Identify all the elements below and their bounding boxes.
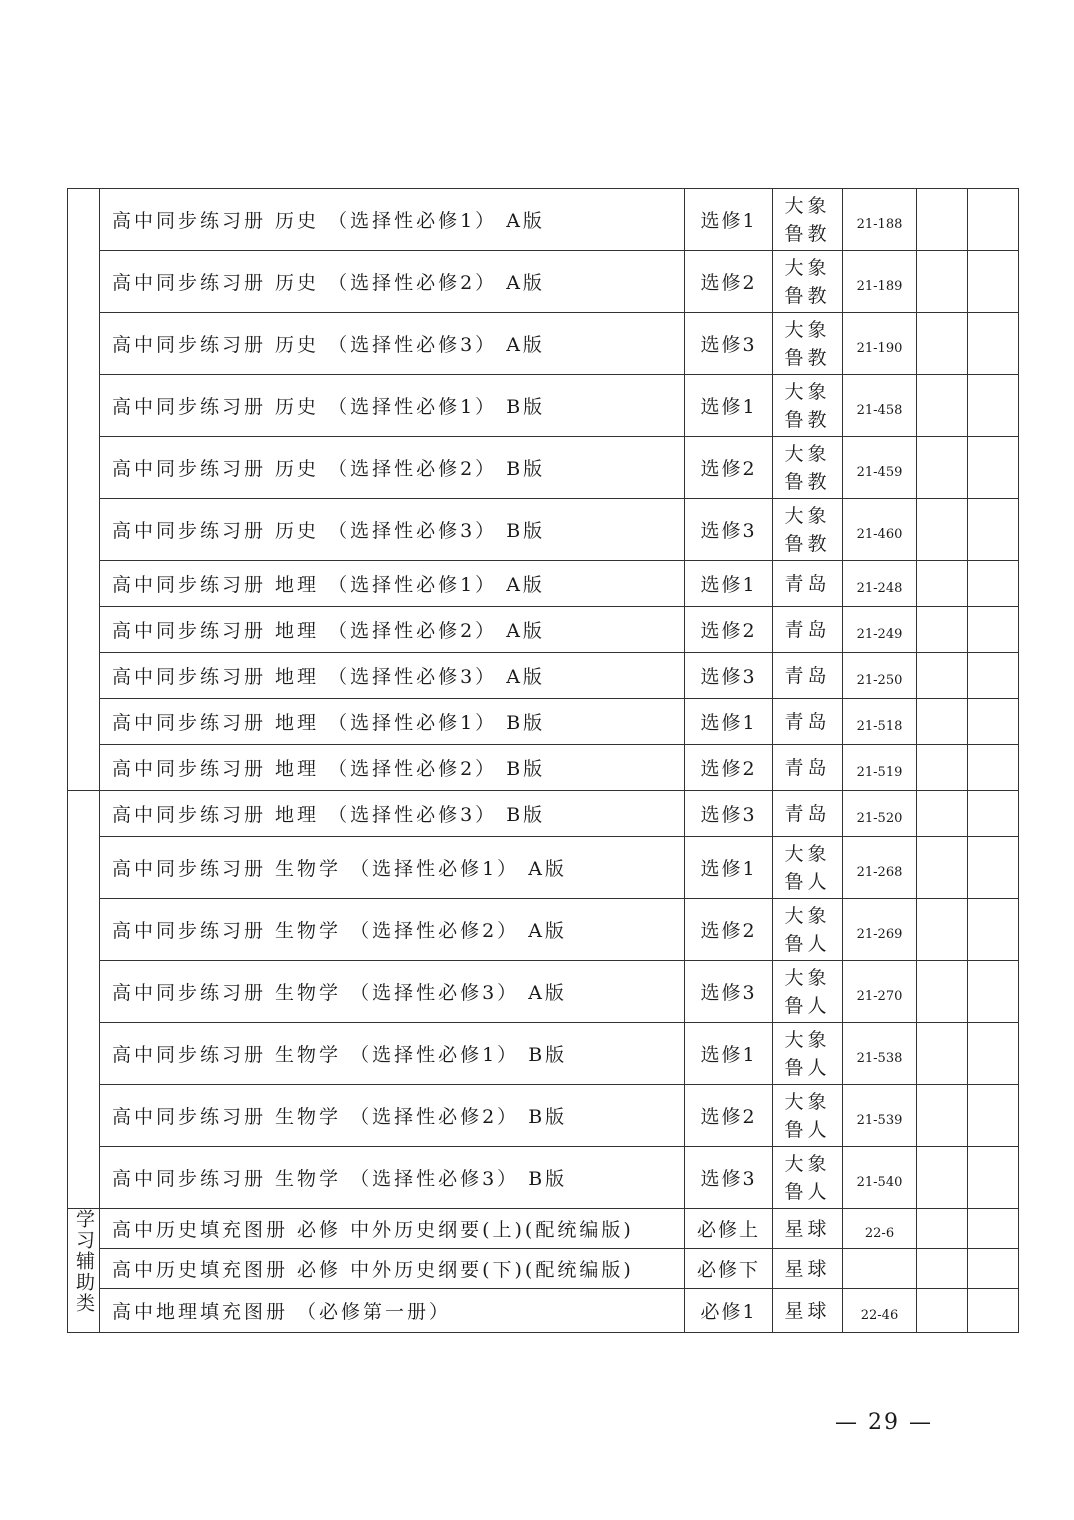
publisher-cell [773, 561, 843, 607]
empty-cell [917, 1023, 968, 1085]
empty-cell [968, 375, 1019, 437]
empty-cell [968, 1209, 1019, 1249]
code-cell: 21-458 [843, 375, 917, 437]
table-row [68, 699, 1019, 745]
table-row [68, 561, 1019, 607]
code-cell: 21-268 [843, 837, 917, 899]
book-title: 高中同步练习册 地理 （选择性必修1） B版 [100, 699, 685, 745]
volume-cell: 选修3 [685, 791, 773, 837]
empty-cell [968, 899, 1019, 961]
book-title: 高中同步练习册 生物学 （选择性必修3） B版 [100, 1147, 685, 1209]
volume-cell: 选修1 [685, 375, 773, 437]
volume-cell: 选修2 [685, 899, 773, 961]
volume-cell: 选修1 [685, 699, 773, 745]
publisher-line: 鲁教 [784, 408, 831, 431]
volume-cell: 选修2 [685, 607, 773, 653]
publisher-line: 青岛 [784, 710, 831, 733]
page-number: — 29 — [835, 1410, 933, 1435]
table-row [68, 189, 1019, 251]
publisher-line: 青岛 [784, 802, 831, 825]
empty-cell [917, 1209, 968, 1249]
code-cell: 22-46 [843, 1289, 917, 1333]
empty-cell [917, 745, 968, 791]
volume-cell: 选修3 [685, 499, 773, 561]
publisher-line: 大象 [784, 1028, 831, 1051]
catalog-table [67, 188, 1019, 1333]
publisher-line: 青岛 [784, 572, 831, 595]
publisher-cell [773, 189, 843, 251]
empty-cell [968, 189, 1019, 251]
empty-cell [917, 607, 968, 653]
publisher-line: 青岛 [784, 618, 831, 641]
book-title: 高中同步练习册 地理 （选择性必修1） A版 [100, 561, 685, 607]
empty-cell [917, 437, 968, 499]
empty-cell [917, 653, 968, 699]
publisher-line: 大象 [784, 842, 831, 865]
empty-cell [968, 745, 1019, 791]
table-body [68, 189, 1019, 1333]
table-row [68, 1085, 1019, 1147]
empty-cell [968, 1249, 1019, 1289]
empty-cell [968, 837, 1019, 899]
publisher-line: 大象 [784, 318, 831, 341]
table-row [68, 1147, 1019, 1209]
publisher-line: 鲁教 [784, 346, 831, 369]
empty-cell [968, 499, 1019, 561]
empty-cell [968, 1023, 1019, 1085]
book-title: 高中同步练习册 历史 （选择性必修3） A版 [100, 313, 685, 375]
publisher-cell [773, 437, 843, 499]
book-title: 高中同步练习册 历史 （选择性必修2） B版 [100, 437, 685, 499]
publisher-line: 星球 [784, 1257, 831, 1280]
empty-cell [968, 1289, 1019, 1333]
table-row [68, 1023, 1019, 1085]
empty-cell [968, 1085, 1019, 1147]
table-row [68, 375, 1019, 437]
empty-cell [917, 961, 968, 1023]
code-cell: 21-249 [843, 607, 917, 653]
publisher-cell [773, 1085, 843, 1147]
publisher-line: 鲁人 [784, 1180, 831, 1203]
empty-cell [968, 313, 1019, 375]
publisher-line: 鲁教 [784, 470, 831, 493]
volume-cell: 必修1 [685, 1289, 773, 1333]
publisher-line: 大象 [784, 442, 831, 465]
empty-cell [917, 375, 968, 437]
book-title: 高中同步练习册 历史 （选择性必修3） B版 [100, 499, 685, 561]
empty-cell [917, 791, 968, 837]
code-cell: 21-518 [843, 699, 917, 745]
publisher-cell [773, 313, 843, 375]
empty-cell [968, 699, 1019, 745]
empty-cell [917, 251, 968, 313]
empty-cell [917, 899, 968, 961]
code-cell: 21-270 [843, 961, 917, 1023]
table-row [68, 653, 1019, 699]
code-cell [843, 1249, 917, 1289]
publisher-line: 大象 [784, 256, 831, 279]
book-title: 高中同步练习册 生物学 （选择性必修1） B版 [100, 1023, 685, 1085]
volume-cell: 选修3 [685, 313, 773, 375]
volume-cell: 选修2 [685, 251, 773, 313]
code-cell: 21-189 [843, 251, 917, 313]
book-title: 高中同步练习册 生物学 （选择性必修1） A版 [100, 837, 685, 899]
publisher-line: 鲁人 [784, 932, 831, 955]
publisher-cell [773, 745, 843, 791]
publisher-line: 星球 [784, 1217, 831, 1240]
volume-cell: 选修2 [685, 745, 773, 791]
publisher-cell [773, 961, 843, 1023]
code-cell: 21-538 [843, 1023, 917, 1085]
publisher-line: 鲁人 [784, 994, 831, 1017]
empty-cell [917, 699, 968, 745]
table-row [68, 791, 1019, 837]
publisher-cell [773, 375, 843, 437]
publisher-cell [773, 607, 843, 653]
code-cell: 21-519 [843, 745, 917, 791]
volume-cell: 必修下 [685, 1249, 773, 1289]
empty-cell [917, 561, 968, 607]
empty-cell [968, 1147, 1019, 1209]
publisher-cell [773, 699, 843, 745]
table-row [68, 961, 1019, 1023]
code-cell: 21-188 [843, 189, 917, 251]
code-cell: 21-269 [843, 899, 917, 961]
empty-cell [968, 251, 1019, 313]
publisher-cell [773, 251, 843, 313]
empty-cell [968, 961, 1019, 1023]
publisher-cell [773, 899, 843, 961]
publisher-cell [773, 791, 843, 837]
volume-cell: 选修1 [685, 837, 773, 899]
volume-cell: 必修上 [685, 1209, 773, 1249]
category-cell [68, 791, 100, 1209]
table-row [68, 499, 1019, 561]
category-cell [68, 189, 100, 791]
publisher-line: 大象 [784, 380, 831, 403]
empty-cell [968, 437, 1019, 499]
book-title: 高中地理填充图册 （必修第一册） [100, 1289, 685, 1333]
empty-cell [917, 1147, 968, 1209]
book-title: 高中同步练习册 地理 （选择性必修3） B版 [100, 791, 685, 837]
empty-cell [917, 837, 968, 899]
volume-cell: 选修1 [685, 561, 773, 607]
publisher-line: 大象 [784, 1152, 831, 1175]
publisher-line: 大象 [784, 904, 831, 927]
empty-cell [917, 1249, 968, 1289]
publisher-cell [773, 653, 843, 699]
table-row [68, 607, 1019, 653]
volume-cell: 选修1 [685, 189, 773, 251]
empty-cell [917, 1289, 968, 1333]
empty-cell [968, 607, 1019, 653]
code-cell: 21-520 [843, 791, 917, 837]
publisher-line: 鲁人 [784, 870, 831, 893]
publisher-line: 大象 [784, 194, 831, 217]
publisher-line: 鲁教 [784, 532, 831, 555]
publisher-cell [773, 1023, 843, 1085]
publisher-cell [773, 1289, 843, 1333]
book-title: 高中同步练习册 历史 （选择性必修1） B版 [100, 375, 685, 437]
book-title: 高中同步练习册 生物学 （选择性必修2） B版 [100, 1085, 685, 1147]
volume-cell: 选修3 [685, 1147, 773, 1209]
empty-cell [968, 791, 1019, 837]
empty-cell [917, 313, 968, 375]
code-cell: 21-190 [843, 313, 917, 375]
publisher-line: 星球 [784, 1299, 831, 1322]
table-row [68, 313, 1019, 375]
publisher-line: 鲁人 [784, 1118, 831, 1141]
table-row [68, 1209, 1019, 1249]
publisher-line: 鲁人 [784, 1056, 831, 1079]
book-title: 高中同步练习册 历史 （选择性必修2） A版 [100, 251, 685, 313]
code-cell: 21-460 [843, 499, 917, 561]
category-label: 学习辅助类 [73, 1209, 95, 1314]
book-title: 高中同步练习册 生物学 （选择性必修3） A版 [100, 961, 685, 1023]
table-row [68, 1249, 1019, 1289]
table-row [68, 745, 1019, 791]
empty-cell [968, 653, 1019, 699]
publisher-cell [773, 837, 843, 899]
publisher-cell [773, 1249, 843, 1289]
publisher-line: 青岛 [784, 664, 831, 687]
empty-cell [917, 189, 968, 251]
book-title: 高中历史填充图册 必修 中外历史纲要(上)(配统编版) [100, 1209, 685, 1249]
code-cell: 22-6 [843, 1209, 917, 1249]
book-title: 高中历史填充图册 必修 中外历史纲要(下)(配统编版) [100, 1249, 685, 1289]
code-cell: 21-540 [843, 1147, 917, 1209]
book-title: 高中同步练习册 地理 （选择性必修2） B版 [100, 745, 685, 791]
book-title: 高中同步练习册 生物学 （选择性必修2） A版 [100, 899, 685, 961]
publisher-line: 鲁教 [784, 222, 831, 245]
book-title: 高中同步练习册 地理 （选择性必修2） A版 [100, 607, 685, 653]
volume-cell: 选修3 [685, 961, 773, 1023]
empty-cell [917, 499, 968, 561]
code-cell: 21-250 [843, 653, 917, 699]
book-title: 高中同步练习册 地理 （选择性必修3） A版 [100, 653, 685, 699]
code-cell: 21-459 [843, 437, 917, 499]
publisher-line: 鲁教 [784, 284, 831, 307]
category-cell [68, 1209, 100, 1333]
table-row [68, 437, 1019, 499]
volume-cell: 选修1 [685, 1023, 773, 1085]
publisher-line: 大象 [784, 1090, 831, 1113]
publisher-cell [773, 1147, 843, 1209]
empty-cell [917, 1085, 968, 1147]
table-row [68, 1289, 1019, 1333]
code-cell: 21-248 [843, 561, 917, 607]
publisher-line: 大象 [784, 966, 831, 989]
publisher-cell [773, 499, 843, 561]
empty-cell [968, 561, 1019, 607]
publisher-line: 大象 [784, 504, 831, 527]
table-row [68, 899, 1019, 961]
table-row [68, 837, 1019, 899]
volume-cell: 选修2 [685, 1085, 773, 1147]
table-row [68, 251, 1019, 313]
publisher-cell [773, 1209, 843, 1249]
volume-cell: 选修3 [685, 653, 773, 699]
code-cell: 21-539 [843, 1085, 917, 1147]
publisher-line: 青岛 [784, 756, 831, 779]
book-title: 高中同步练习册 历史 （选择性必修1） A版 [100, 189, 685, 251]
volume-cell: 选修2 [685, 437, 773, 499]
